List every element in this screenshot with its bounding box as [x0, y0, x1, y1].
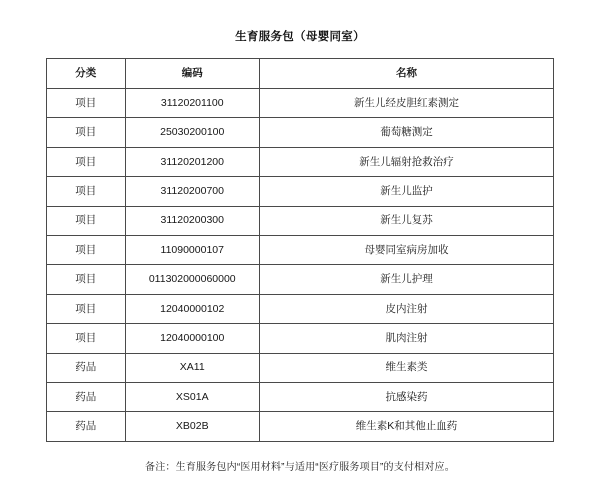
table-row	[47, 177, 554, 206]
table-row	[47, 118, 554, 147]
cell-name: 维生素K和其他止血药	[259, 412, 553, 441]
cell-name: 肌肉注射	[259, 324, 553, 353]
cell-category: 项目	[47, 235, 126, 264]
table-row	[47, 353, 554, 382]
table-row	[47, 89, 554, 118]
table-header-row	[47, 59, 554, 89]
table-header	[47, 59, 554, 89]
cell-name: 新生儿监护	[259, 177, 553, 206]
table-row	[47, 294, 554, 323]
cell-category: 项目	[47, 294, 126, 323]
cell-name: 新生儿辐射抢救治疗	[259, 147, 553, 176]
table-row	[47, 265, 554, 294]
cell-name: 新生儿复苏	[259, 206, 553, 235]
table-row	[47, 324, 554, 353]
cell-code: 31120200700	[125, 177, 259, 206]
cell-category: 药品	[47, 412, 126, 441]
cell-code: 25030200100	[125, 118, 259, 147]
cell-code: 12040000100	[125, 324, 259, 353]
cell-name: 维生素类	[259, 353, 553, 382]
cell-category: 项目	[47, 206, 126, 235]
column-header-category: 分类	[47, 59, 126, 89]
cell-name: 新生儿经皮胆红素测定	[259, 89, 553, 118]
table-row	[47, 235, 554, 264]
cell-code: 31120200300	[125, 206, 259, 235]
cell-category: 项目	[47, 118, 126, 147]
cell-code: 011302000060000	[125, 265, 259, 294]
table-row	[47, 206, 554, 235]
cell-code: XB02B	[125, 412, 259, 441]
table-body	[47, 89, 554, 442]
cell-category: 项目	[47, 177, 126, 206]
cell-code: 31120201200	[125, 147, 259, 176]
cell-code: 11090000107	[125, 235, 259, 264]
cell-code: 31120201100	[125, 89, 259, 118]
cell-name: 母婴同室病房加收	[259, 235, 553, 264]
table-row	[47, 412, 554, 441]
cell-category: 项目	[47, 324, 126, 353]
table-row	[47, 147, 554, 176]
cell-name: 葡萄糖测定	[259, 118, 553, 147]
cell-code: XS01A	[125, 382, 259, 411]
cell-name: 皮内注射	[259, 294, 553, 323]
table-row	[47, 382, 554, 411]
cell-category: 项目	[47, 147, 126, 176]
cell-category: 项目	[47, 89, 126, 118]
cell-name: 抗感染药	[259, 382, 553, 411]
cell-code: 12040000102	[125, 294, 259, 323]
table-container	[0, 58, 600, 442]
benefit-table	[46, 58, 554, 442]
cell-category: 项目	[47, 265, 126, 294]
cell-category: 药品	[47, 353, 126, 382]
cell-code: XA11	[125, 353, 259, 382]
cell-name: 新生儿护理	[259, 265, 553, 294]
page-title: 生育服务包（母婴同室）	[235, 31, 365, 43]
footnote: 备注：生育服务包内“医用材料”与适用“医疗服务项目”的支付相对应。	[145, 461, 455, 473]
cell-category: 药品	[47, 382, 126, 411]
column-header-name: 名称	[259, 59, 553, 89]
column-header-code: 编码	[125, 59, 259, 89]
